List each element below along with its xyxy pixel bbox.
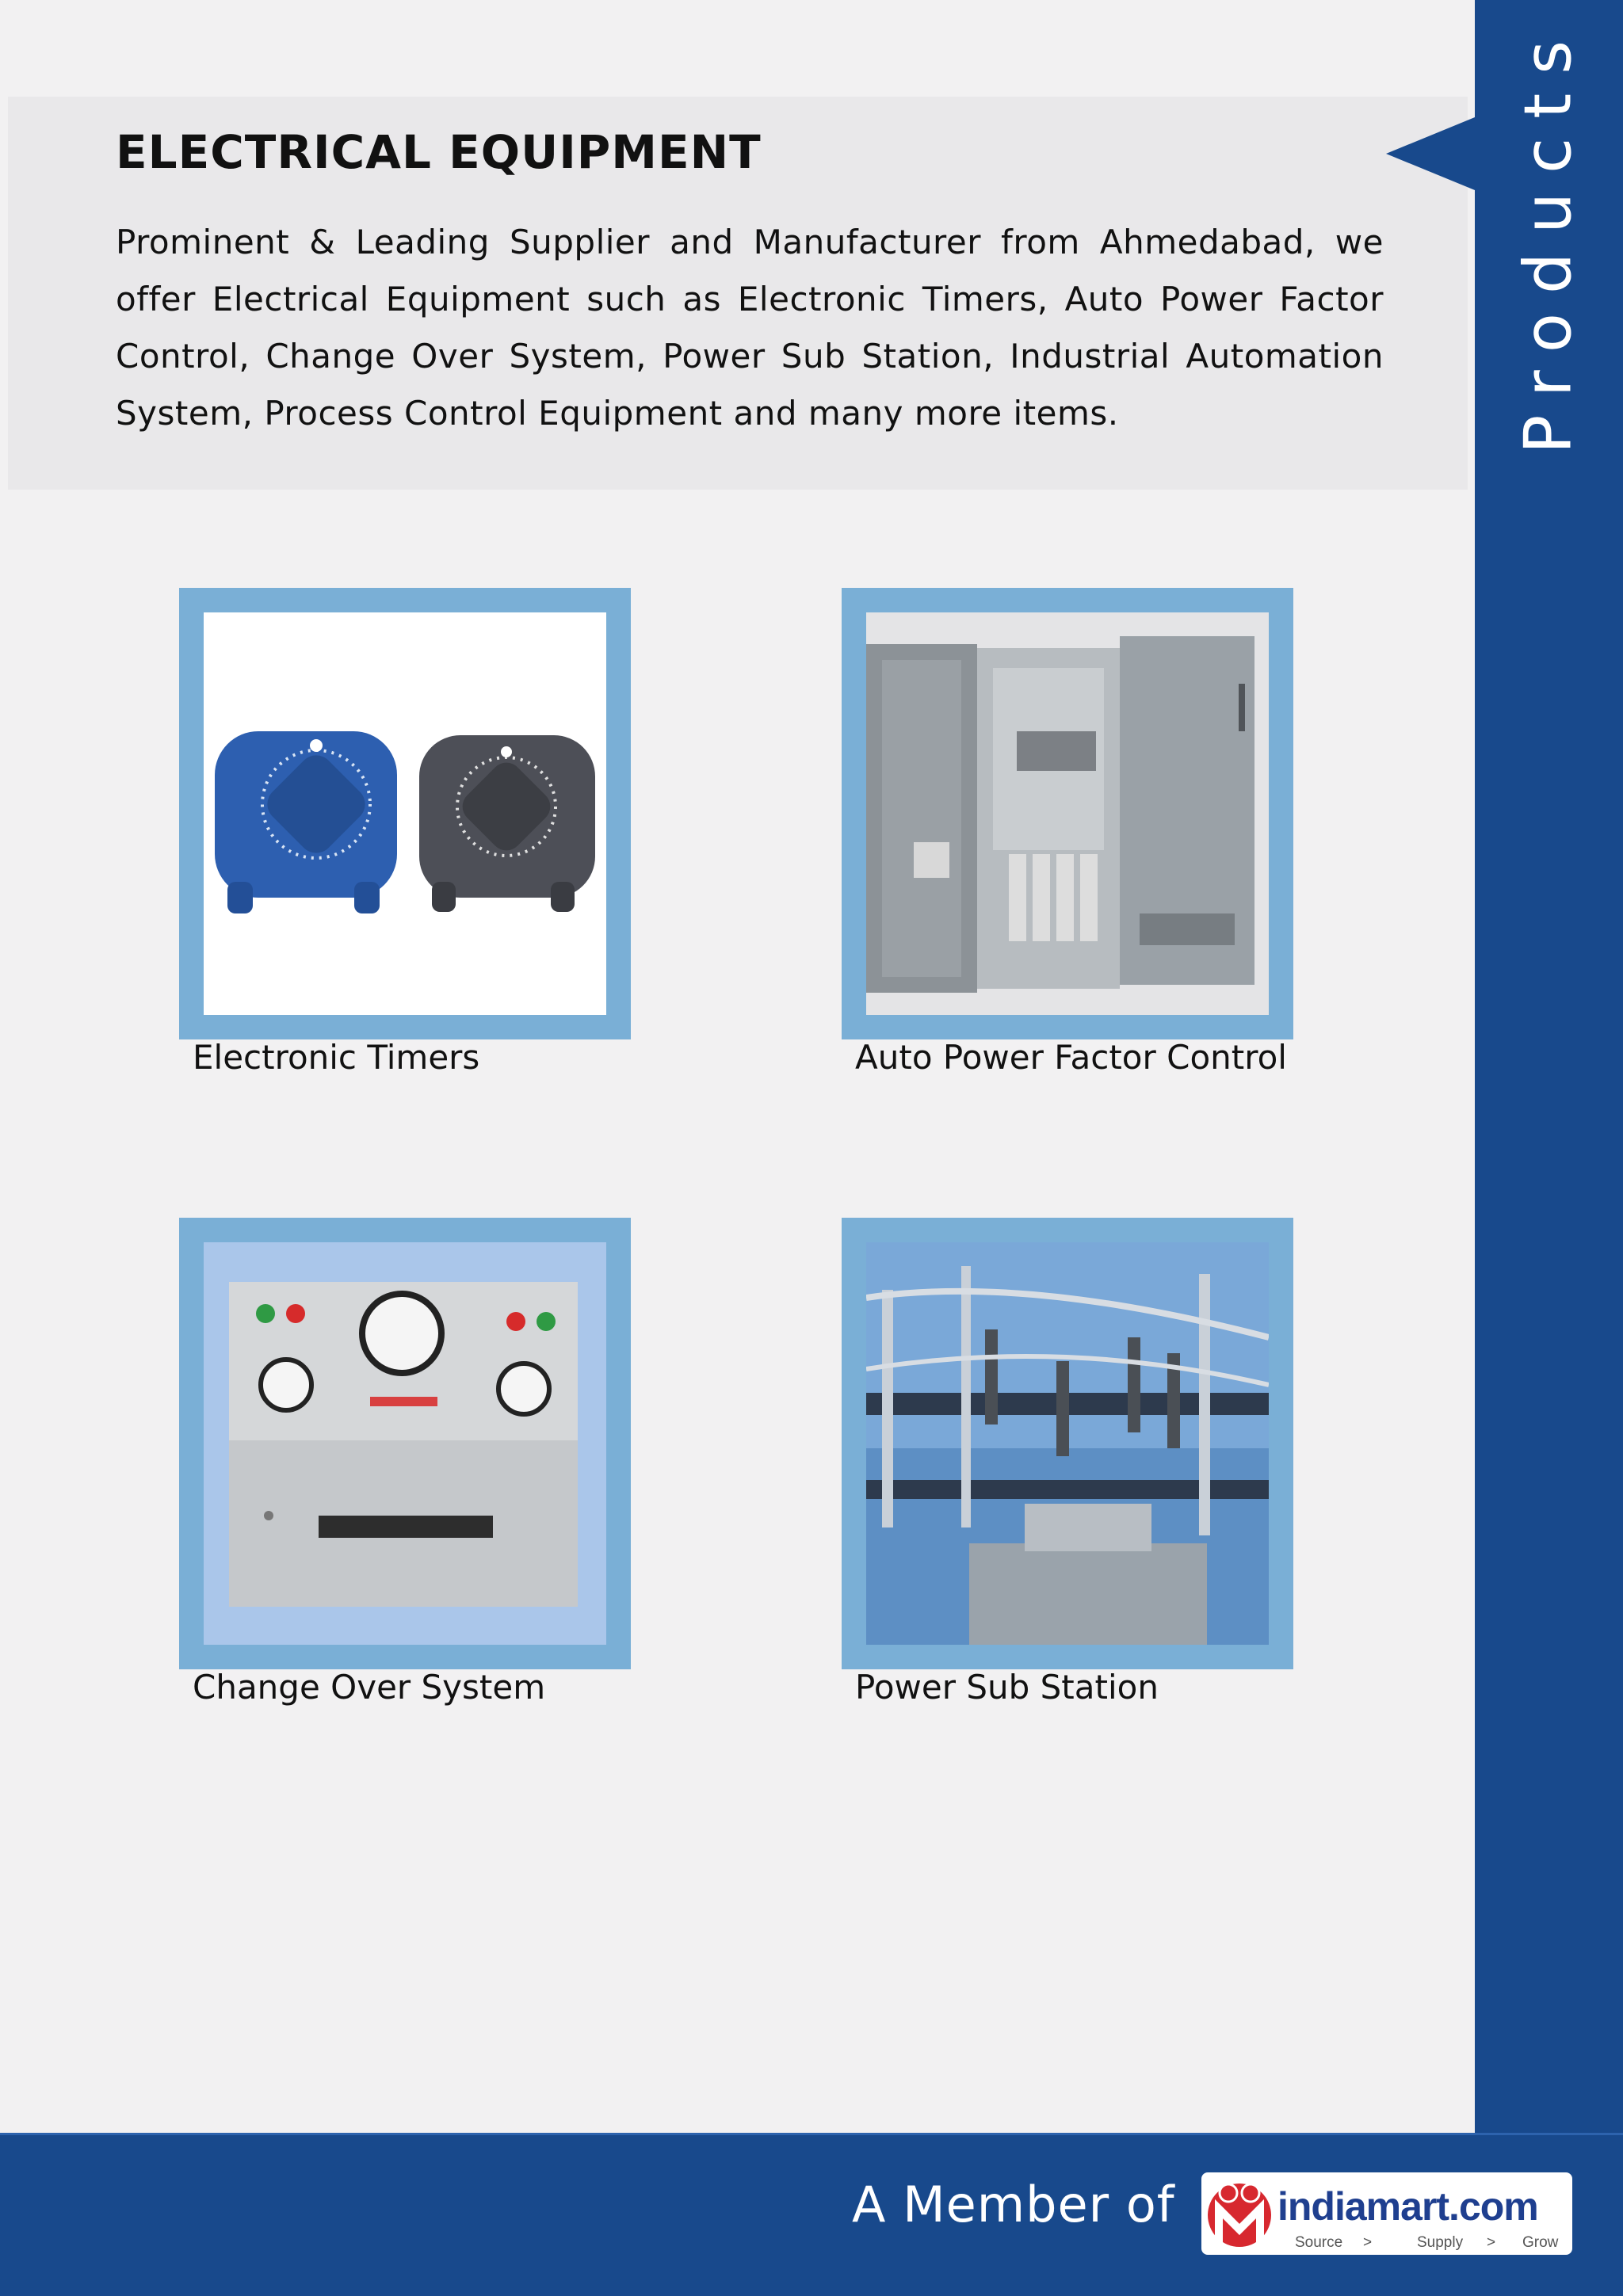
- page-description: Prominent & Leading Supplier and Manufacturer from Ahmedabad, we offer Electrical Equipment such as Electronic Timers, Auto Power Factor Control, Change Over System, Power Sub Station, Industrial Automation System, Process Control Equipment and many more items.: [116, 223, 1384, 433]
- indiamart-logo[interactable]: [1201, 2172, 1572, 2255]
- logo-wordmark: indiamart.com: [1277, 2184, 1538, 2229]
- logo-tagline-source: Source: [1295, 2234, 1343, 2251]
- product-caption: Power Sub Station: [855, 1668, 1159, 1707]
- sidebar-label: Products: [1510, 21, 1587, 455]
- product-card-electronic-timers[interactable]: [179, 588, 631, 1039]
- changeover-panel-photo: [204, 1242, 606, 1645]
- substation-photo: [866, 1242, 1269, 1645]
- panel-cabinet-photo: [866, 612, 1269, 1015]
- logo-tagline-sep: >: [1363, 2234, 1373, 2251]
- indiamart-logo-icon: [1201, 2172, 1572, 2255]
- product-card-change-over-system[interactable]: [179, 1218, 631, 1669]
- product-card-auto-power-factor-control[interactable]: [842, 588, 1293, 1039]
- product-caption: Auto Power Factor Control: [855, 1038, 1287, 1077]
- sidebar-pointer: [1386, 117, 1475, 190]
- product-caption: Change Over System: [193, 1668, 546, 1707]
- timers-photo: [204, 612, 606, 1015]
- product-card-power-sub-station[interactable]: [842, 1218, 1293, 1669]
- product-caption: Electronic Timers: [193, 1038, 480, 1077]
- page-title: ELECTRICAL EQUIPMENT: [116, 125, 762, 179]
- logo-tagline-supply: Supply: [1417, 2234, 1464, 2251]
- member-text: A Member of: [852, 2176, 1175, 2233]
- logo-tagline-sep: >: [1487, 2234, 1496, 2251]
- logo-tagline-grow: Grow: [1522, 2234, 1559, 2251]
